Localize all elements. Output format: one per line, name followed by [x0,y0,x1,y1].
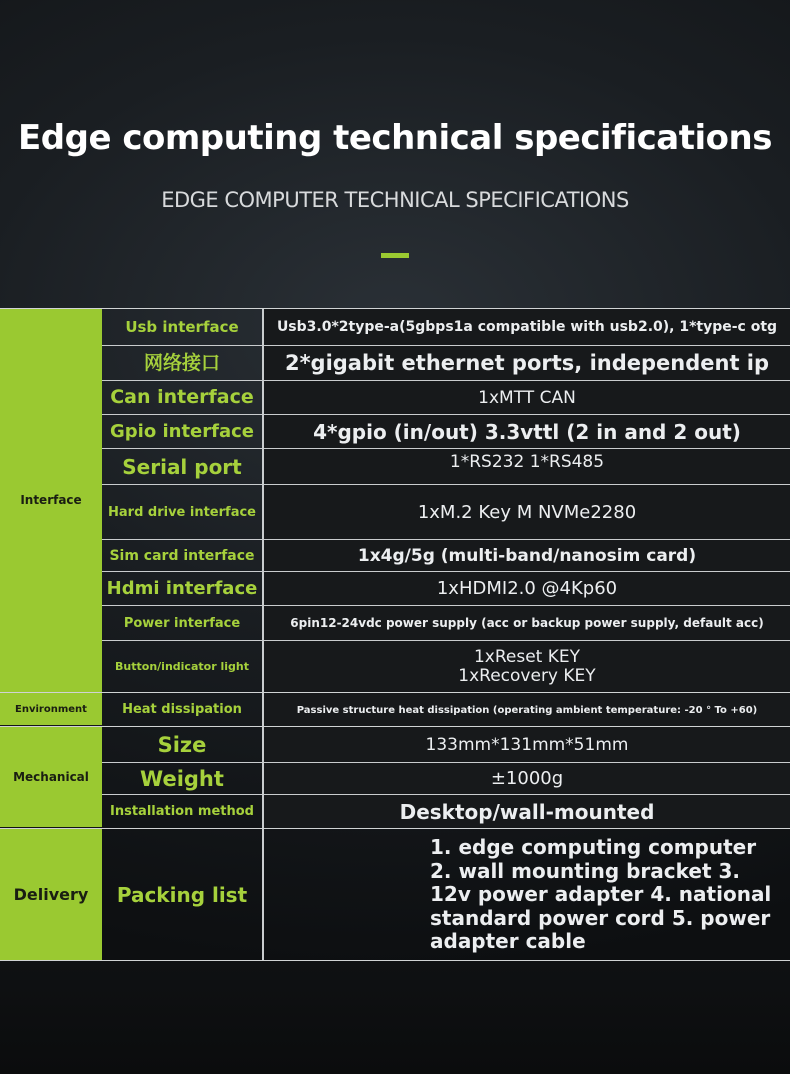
column-divider [262,308,264,961]
row-label: Weight [140,766,224,791]
section-divider [0,828,790,829]
row-label: Gpio interface [110,420,254,442]
category-mechanical-label: Mechanical [13,769,89,784]
row-label: Heat dissipation [122,702,242,718]
category-environment-label: Environment [15,703,87,715]
row-value: 1. edge computing computer 2. wall mounting bracket 3. 12v power adapter 4. national standard power cord 5. power adapter cable [430,835,772,954]
page-title: Edge computing technical specifications [18,118,772,158]
category-environment [0,693,102,725]
category-delivery [0,828,102,961]
row-value: 133mm*131mm*51mm [264,727,790,763]
row-label: Can interface [110,386,254,409]
row-value: Desktop/wall-mounted [264,795,790,829]
spec-row-sim [102,539,790,572]
category-interface [0,308,102,692]
row-value: 4*gpio (in/out) 3.3vttl (2 in and 2 out) [264,415,790,449]
row-value: ±1000g [264,763,790,795]
spec-row-serial [102,448,790,485]
row-value-line: 1xRecovery KEY [458,666,596,686]
row-label: Hard drive interface [108,504,256,520]
row-label: Usb interface [125,317,239,336]
row-label: Button/indicator light [115,660,249,674]
spec-row-installation [102,794,790,829]
spec-row-hard-drive [102,484,790,540]
section-divider [0,692,790,693]
page-subtitle: EDGE COMPUTER TECHNICAL SPECIFICATIONS [161,188,629,212]
spec-row-weight [102,762,790,795]
row-value [264,641,790,693]
row-label: Size [157,732,207,757]
spec-row-gpio [102,414,790,449]
spec-row-packing [102,828,790,962]
spec-row-power [102,605,790,641]
spec-row-hdmi [102,571,790,606]
spec-row-network [102,345,790,381]
accent-dash [381,253,409,258]
spec-table [0,308,790,961]
spec-row-size [102,726,790,763]
spec-row-can [102,380,790,415]
section-divider [0,308,790,309]
row-value: 6pin12-24vdc power supply (acc or backup power supply, default acc) [264,606,790,641]
category-mechanical [0,726,102,827]
row-value: Passive structure heat dissipation (operating ambient temperature: -20 ° To +60) [264,693,790,727]
row-label: Packing list [116,882,248,907]
row-value: 1*RS232 1*RS485 [264,449,790,485]
bottom-background [0,961,790,1074]
spec-row-button [102,640,790,693]
row-value: 1xHDMI2.0 @4Kp60 [264,572,790,606]
spec-row-usb [102,308,790,346]
category-delivery-label: Delivery [13,885,89,904]
spec-row-heat [102,692,790,727]
row-label: Power interface [123,615,241,631]
category-interface-label: Interface [20,493,82,507]
row-value: 2*gigabit ethernet ports, independent ip [264,346,790,381]
row-value-line: 1xReset KEY [473,647,581,668]
row-label: Sim card interface [109,547,255,564]
row-value: 1x4g/5g (multi-band/nanosim card) [264,540,790,572]
row-value: 1xM.2 Key M NVMe2280 [264,485,790,540]
row-value: Usb3.0*2type-a(5gbps1a compatible with usb2.0), 1*type-c otg [264,309,790,346]
row-label: Serial port [122,454,242,479]
row-label: Installation method [110,804,254,820]
row-label: 网络接口 [143,351,220,374]
section-divider [0,726,790,727]
row-label: Hdmi interface [106,577,258,599]
row-value: 1xMTT CAN [264,381,790,415]
